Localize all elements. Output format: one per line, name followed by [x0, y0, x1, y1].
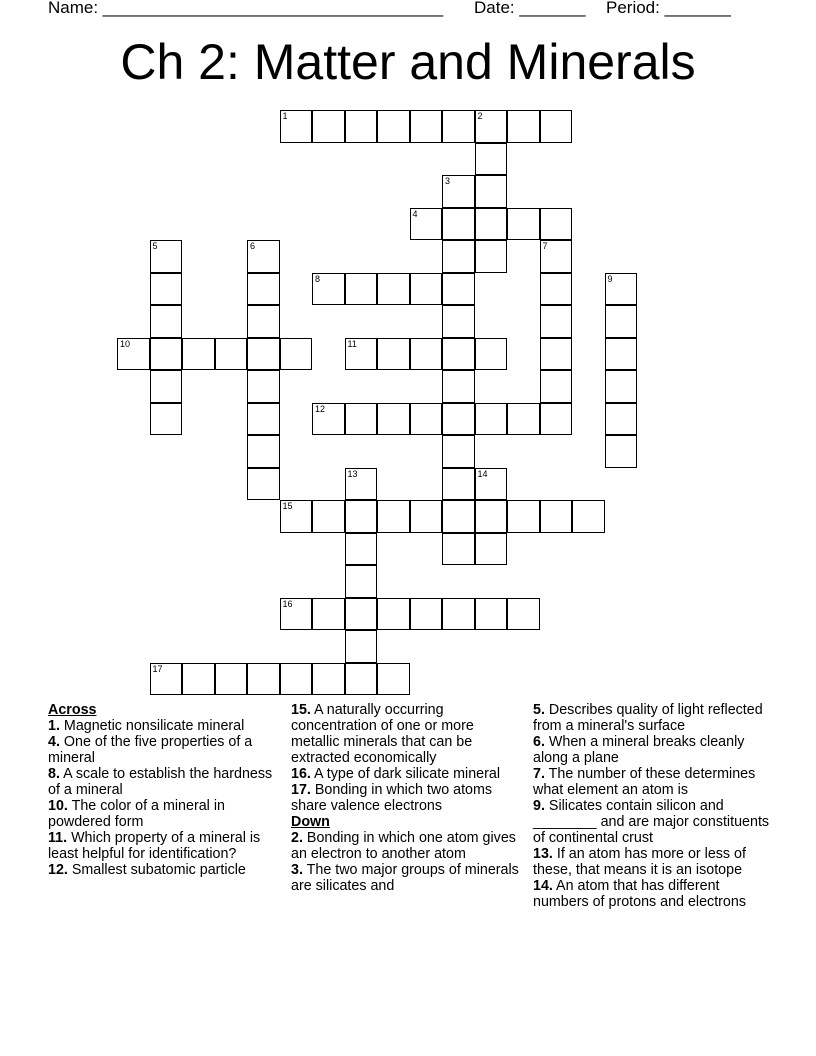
grid-cell [540, 338, 573, 371]
grid-cell [150, 370, 183, 403]
clue-number: 2 [477, 111, 483, 121]
grid-cell [377, 273, 410, 306]
clue-number: 7 [542, 241, 548, 251]
grid-cell [312, 500, 345, 533]
clues-column-1 [48, 702, 280, 878]
clue-across-8: 8. A scale to establish the hardness of a mineral [48, 766, 273, 798]
clue-number: 13 [347, 468, 358, 479]
page-title: Ch 2: Matter and Minerals [120, 34, 696, 90]
grid-cell [312, 110, 345, 143]
grid-cell [345, 110, 378, 143]
grid-cell [345, 598, 378, 631]
grid-cell [442, 305, 475, 338]
name-field: Name: ____________________________________ [48, 0, 444, 17]
grid-cell [475, 533, 508, 566]
grid-cell [247, 435, 280, 468]
grid-cell [507, 208, 540, 241]
grid-cell [345, 565, 378, 598]
clue-number: 3 [445, 176, 451, 186]
grid-cell [507, 110, 540, 143]
grid-cell [377, 110, 410, 143]
grid-cell [605, 338, 638, 371]
clues-column-3 [533, 702, 775, 910]
grid-cell [410, 403, 443, 436]
grid-cell [150, 305, 183, 338]
clue-across-17: 17. Bonding in which two atoms share valence electrons [291, 782, 493, 814]
grid-cell [442, 370, 475, 403]
grid-cell [182, 663, 215, 696]
grid-cell [507, 403, 540, 436]
period-field: Period: _______ [606, 0, 731, 17]
grid-cell [540, 273, 573, 306]
clue-across-16: 16. A type of dark silicate mineral [291, 766, 501, 782]
grid-cell [442, 598, 475, 631]
grid-cell [475, 338, 508, 371]
grid-cell [377, 403, 410, 436]
clue-down-7: 7. The number of these determines what element an atom is [533, 766, 756, 798]
clue-number: 17 [152, 663, 163, 674]
clue-number: 9 [607, 273, 613, 284]
clue-number: 15 [282, 501, 293, 511]
grid-cell [442, 110, 475, 143]
clue-number: 1 [282, 111, 288, 121]
clue-down-5: 5. Describes quality of light reflected from a mineral's surface [533, 702, 763, 734]
grid-cell [312, 663, 345, 696]
grid-cell [540, 208, 573, 241]
clue-number: 8 [315, 273, 321, 284]
grid-cell [442, 208, 475, 241]
grid-cell [280, 338, 313, 371]
clue-number: 5 [152, 241, 158, 251]
grid-cell [345, 533, 378, 566]
grid-cell [475, 500, 508, 533]
clue-across-11: 11. Which property of a mineral is least helpful for identification? [48, 830, 261, 862]
clue-down-6: 6. When a mineral breaks cleanly along a plane [533, 734, 745, 766]
grid-cell [215, 338, 248, 371]
grid-cell [442, 533, 475, 566]
grid-cell [247, 403, 280, 436]
grid-cell [475, 143, 508, 176]
grid-cell [150, 273, 183, 306]
grid-cell [605, 435, 638, 468]
grid-cell [442, 435, 475, 468]
clue-across-10: 10. The color of a mineral in powdered form [48, 798, 225, 830]
date-field: Date: _______ [474, 0, 586, 17]
clue-number: 14 [477, 468, 488, 479]
clue-down-3: 3. The two major groups of minerals are silicates and [291, 862, 519, 894]
clue-number: 11 [347, 338, 357, 349]
grid-cell [442, 240, 475, 273]
grid-cell [345, 273, 378, 306]
grid-cell [377, 500, 410, 533]
grid-cell [377, 338, 410, 371]
grid-cell [247, 663, 280, 696]
grid-cell [280, 663, 313, 696]
grid-cell [345, 403, 378, 436]
grid-cell [247, 338, 280, 371]
grid-cell [475, 598, 508, 631]
clue-number: 10 [120, 338, 131, 349]
grid-cell [605, 403, 638, 436]
grid-cell [247, 468, 280, 501]
grid-cell [475, 175, 508, 208]
grid-cell [540, 305, 573, 338]
grid-cell [442, 338, 475, 371]
grid-cell [410, 598, 443, 631]
grid-cell [540, 370, 573, 403]
grid-cell [605, 370, 638, 403]
grid-cell [312, 598, 345, 631]
grid-cell [540, 110, 573, 143]
clue-down-14: 14. An atom that has different numbers of protons and electrons [533, 878, 746, 910]
grid-cell [540, 403, 573, 436]
grid-cell [410, 273, 443, 306]
grid-cell [475, 403, 508, 436]
grid-cell [410, 110, 443, 143]
grid-cell [442, 273, 475, 306]
clue-number: 4 [412, 208, 418, 219]
grid-cell [410, 338, 443, 371]
clue-number: 16 [282, 598, 293, 609]
grid-cell [377, 663, 410, 696]
grid-cell [345, 630, 378, 663]
grid-cell [475, 240, 508, 273]
across-heading: Across [48, 702, 97, 718]
grid-cell [150, 338, 183, 371]
grid-cell [475, 208, 508, 241]
grid-cell [247, 305, 280, 338]
clue-down-2: 2. Bonding in which one atom gives an electron to another atom [291, 830, 516, 862]
clue-down-13: 13. If an atom has more or less of these, that means it is an isotope [533, 846, 746, 878]
clue-down-9: 9. Silicates contain silicon and ________ and are major constituents of continental crust [533, 798, 770, 846]
grid-cell [345, 500, 378, 533]
down-heading: Down [291, 814, 330, 830]
clue-across-15: 15. A naturally occurring concentration of one or more metallic minerals that can be extracted economically [291, 702, 474, 766]
clue-across-1: 1. Magnetic nonsilicate mineral [48, 718, 245, 734]
clue-number: 12 [315, 403, 326, 414]
grid-cell [410, 500, 443, 533]
grid-cell [572, 500, 605, 533]
grid-cell [442, 500, 475, 533]
grid-cell [442, 468, 475, 501]
grid-cell [247, 370, 280, 403]
grid-cell [507, 500, 540, 533]
clue-across-12: 12. Smallest subatomic particle [48, 862, 246, 878]
grid-cell [605, 305, 638, 338]
clue-number: 6 [250, 241, 256, 251]
grid-cell [215, 663, 248, 696]
grid-cell [377, 598, 410, 631]
grid-cell [150, 403, 183, 436]
clue-across-4: 4. One of the five properties of a mineral [48, 734, 253, 766]
grid-cell [182, 338, 215, 371]
grid-cell [507, 598, 540, 631]
grid-cell [442, 403, 475, 436]
clues-column-2 [291, 702, 519, 894]
grid-cell [345, 663, 378, 696]
grid-cell [540, 500, 573, 533]
grid-cell [247, 273, 280, 306]
